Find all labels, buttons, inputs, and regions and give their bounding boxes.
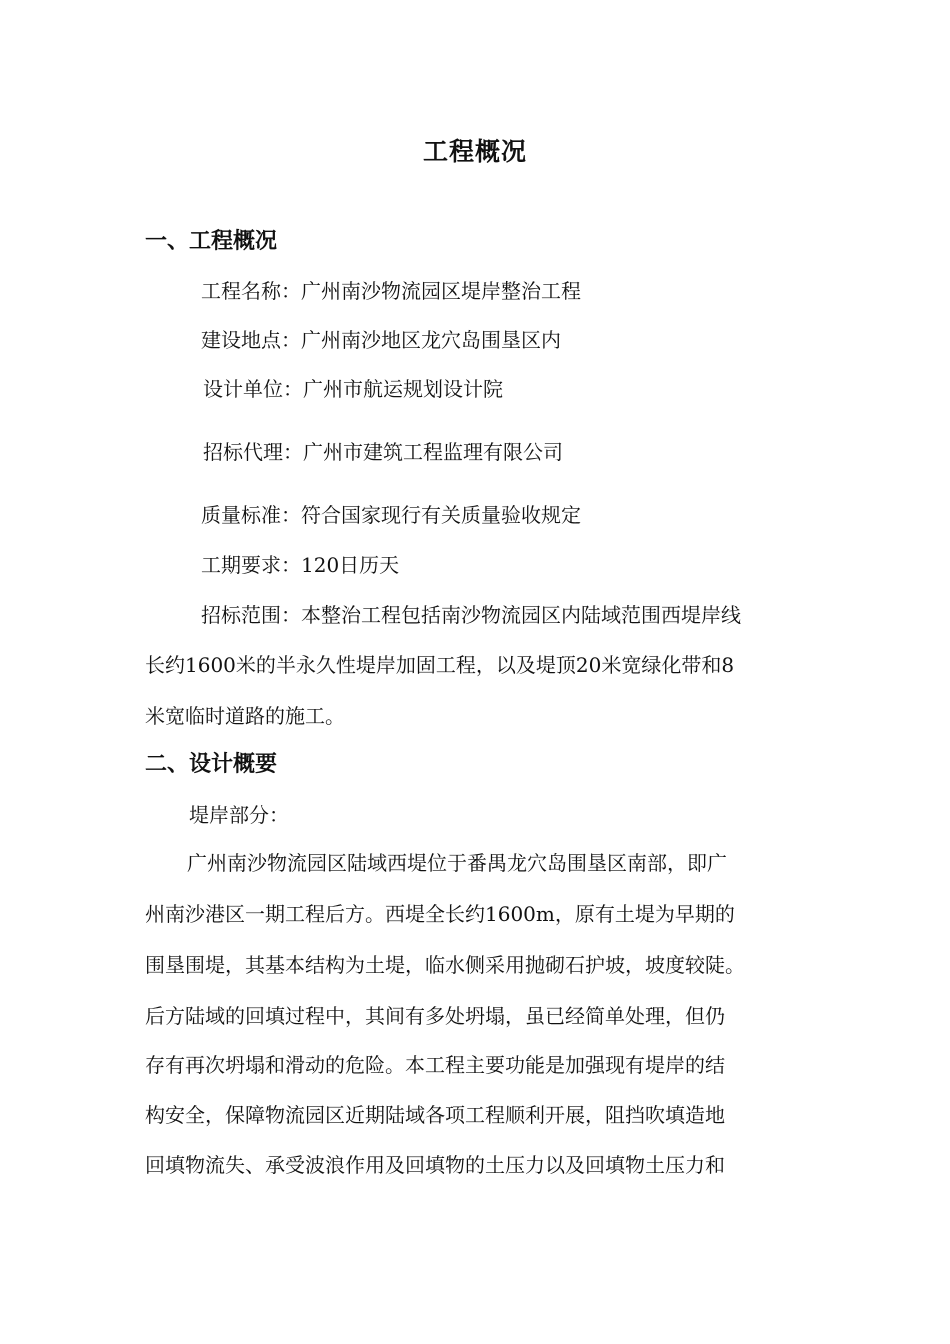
field-quality-standard: 质量标准：符合国家现行有关质量验收规定 xyxy=(201,503,581,527)
field-duration: 工期要求：120日历天 xyxy=(201,553,400,577)
subheading-embankment: 堤岸部分： xyxy=(189,803,289,827)
section-heading-overview: 一、工程概况 xyxy=(145,229,278,254)
body-line-4: 后方陆域的回填过程中，其间有多处坍塌，虽已经简单处理，但仍 xyxy=(145,1004,725,1028)
field-design-unit: 设计单位：广州市航运规划设计院 xyxy=(203,377,503,401)
body-line-2: 州南沙港区一期工程后方。西堤全长约1600m，原有土堤为早期的 xyxy=(145,902,735,926)
body-line-6: 构安全，保障物流园区近期陆域各项工程顺利开展，阻挡吹填造地 xyxy=(145,1103,725,1127)
section-heading-design: 二、设计概要 xyxy=(145,752,278,777)
scope-line-1: 招标范围：本整治工程包括南沙物流园区内陆域范围西堤岸线 xyxy=(201,603,741,627)
body-line-5: 存有再次坍塌和滑动的危险。本工程主要功能是加强现有堤岸的结 xyxy=(145,1053,725,1077)
field-location: 建设地点：广州南沙地区龙穴岛围垦区内 xyxy=(201,328,561,352)
field-tender-agent: 招标代理：广州市建筑工程监理有限公司 xyxy=(203,440,563,464)
body-line-1: 广州南沙物流园区陆域西堤位于番禺龙穴岛围垦区南部，即广 xyxy=(187,851,727,875)
scope-line-2: 长约1600米的半永久性堤岸加固工程，以及堤顶20米宽绿化带和8 xyxy=(145,653,735,677)
field-project-name: 工程名称：广州南沙物流园区堤岸整治工程 xyxy=(201,279,581,303)
body-line-7: 回填物流失、承受波浪作用及回填物的土压力以及回填物土压力和 xyxy=(145,1153,725,1177)
page-title: 工程概况 xyxy=(422,137,527,166)
body-line-3: 围垦围堤，其基本结构为土堤，临水侧采用抛砌石护坡，坡度较陡。 xyxy=(145,953,745,977)
scope-line-3: 米宽临时道路的施工。 xyxy=(145,704,345,728)
